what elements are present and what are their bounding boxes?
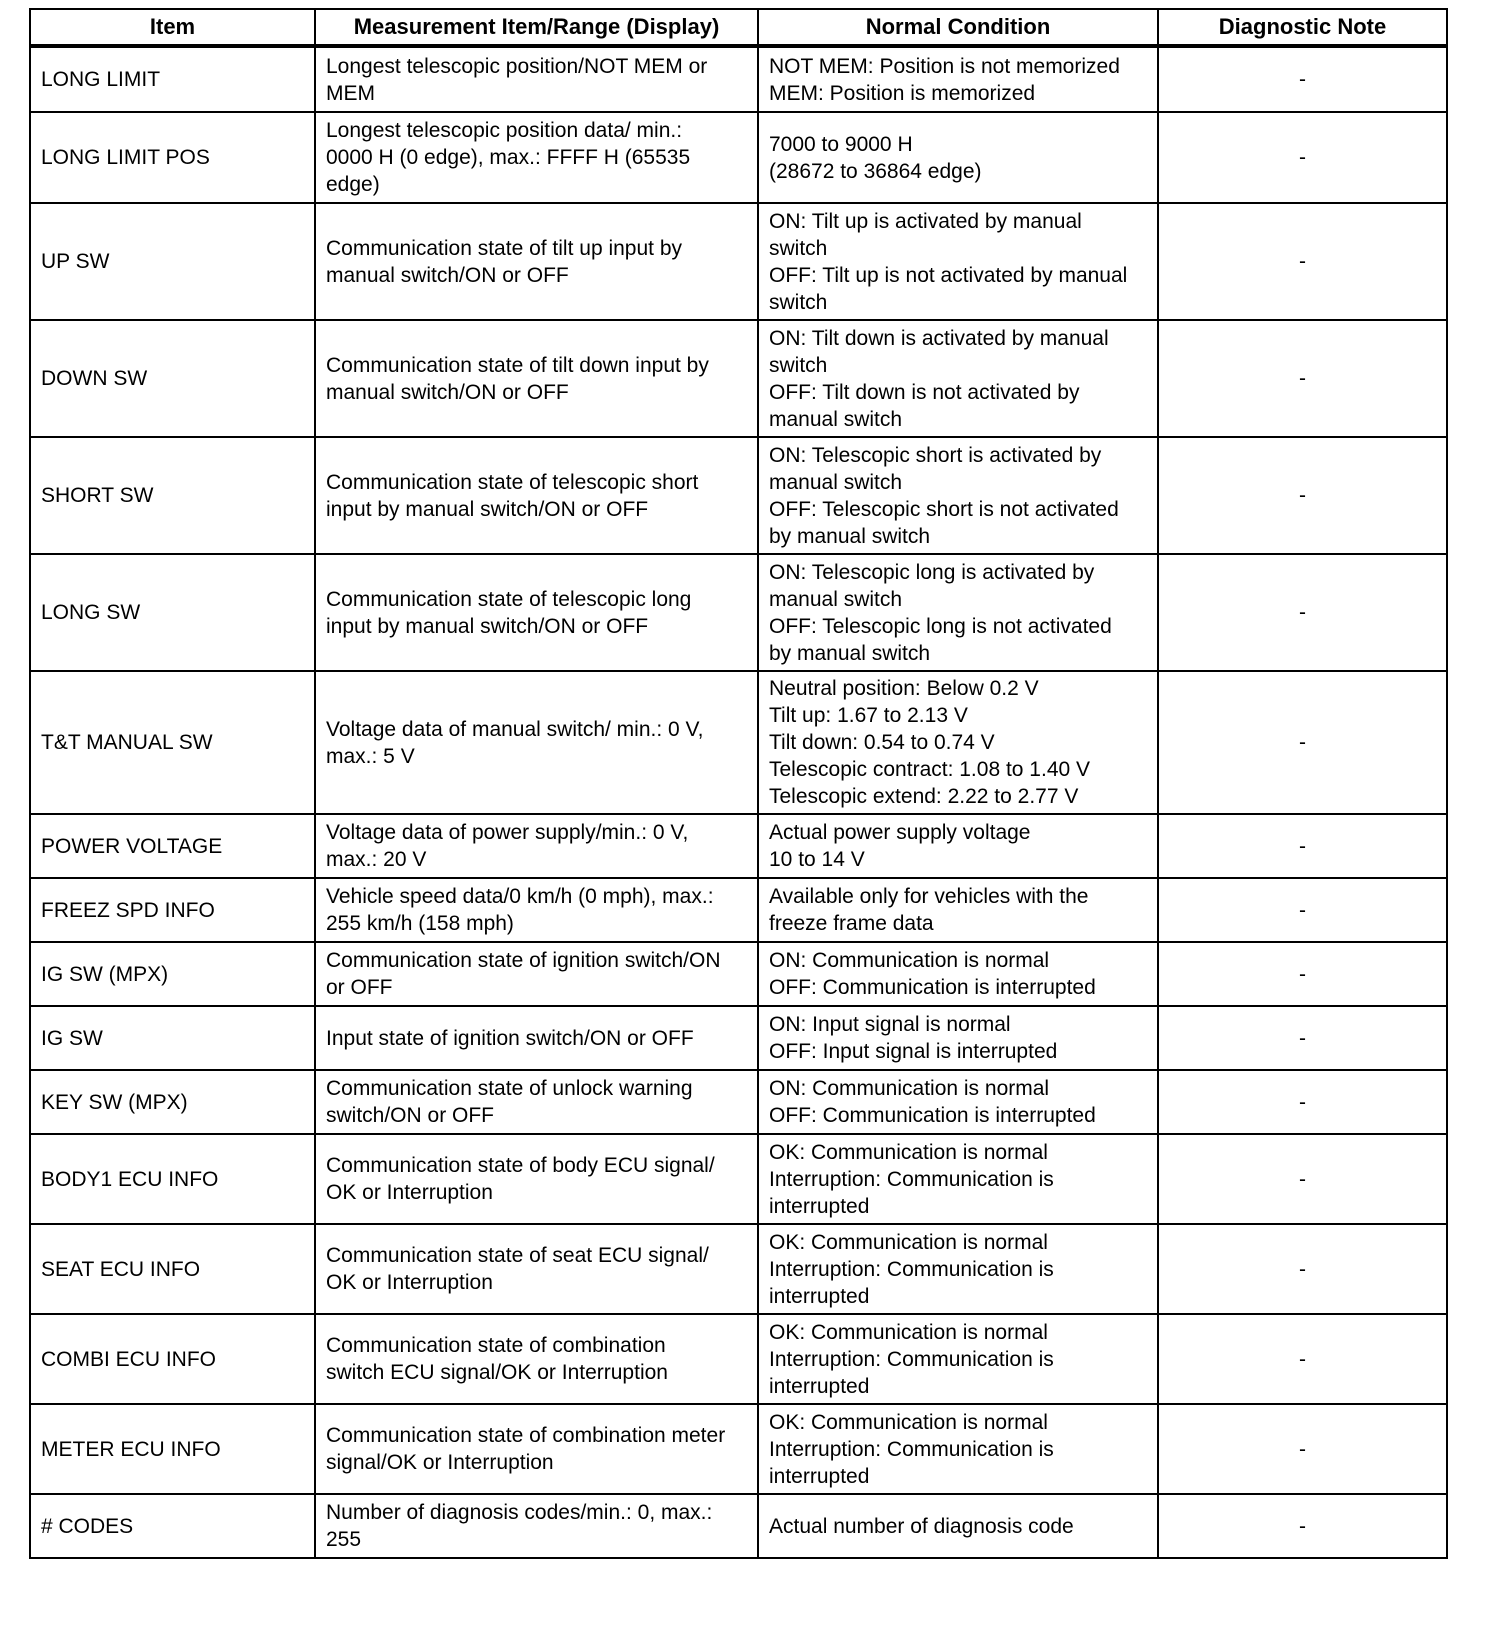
normal-condition-cell [758, 1224, 1158, 1314]
item-cell: T&T MANUAL SW [30, 671, 315, 814]
normal-condition-cell [758, 437, 1158, 554]
condition-line: Actual power supply voltage [769, 821, 1031, 844]
table-header [30, 9, 1447, 46]
measurement-range-cell [315, 1224, 758, 1314]
range-line: Communication state of seat ECU signal/ [326, 1244, 709, 1267]
condition-line: Actual number of diagnosis code [769, 1514, 1074, 1538]
table-row [30, 320, 1447, 437]
condition-line: 10 to 14 V [769, 848, 865, 871]
diagnostic-note-cell: - [1158, 1006, 1447, 1070]
condition-line: ON: Telescopic long is activated by [769, 560, 1095, 584]
normal-condition-cell [758, 554, 1158, 671]
condition-line: ON: Input signal is normal [769, 1013, 1011, 1036]
diagnostic-note-cell: - [1158, 1314, 1447, 1404]
diagnostic-note-cell: - [1158, 1070, 1447, 1134]
condition-line: OFF: Telescopic long is not activated [769, 614, 1112, 638]
range-line: MEM [326, 81, 375, 105]
measurement-range-cell [315, 1070, 758, 1134]
range-line: Communication state of telescopic long [326, 587, 692, 611]
normal-condition-cell [758, 878, 1158, 942]
table-row [30, 1070, 1447, 1134]
condition-line: 7000 to 9000 H [769, 132, 913, 156]
condition-line: OK: Communication is normal [769, 1320, 1048, 1344]
measurement-range-cell [315, 320, 758, 437]
header-measurement-range: Measurement Item/Range (Display) [315, 9, 758, 46]
item-cell: LONG LIMIT [30, 46, 315, 112]
diagnostic-note-cell: - [1158, 437, 1447, 554]
condition-line: Tilt down: 0.54 to 0.74 V [769, 731, 995, 754]
range-line: switch ECU signal/OK or Interruption [326, 1361, 668, 1384]
item-cell: # CODES [30, 1494, 315, 1558]
condition-line: manual switch [769, 470, 903, 494]
item-cell: BODY1 ECU INFO [30, 1134, 315, 1224]
item-cell: DOWN SW [30, 320, 315, 437]
range-line: Communication state of ignition switch/ON [326, 949, 721, 972]
condition-line: Interruption: Communication is [769, 1257, 1054, 1281]
range-line: max.: 20 V [326, 848, 427, 871]
item-cell: METER ECU INFO [30, 1404, 315, 1494]
diagnostic-note-cell: - [1158, 554, 1447, 671]
range-line: 255 km/h (158 mph) [326, 912, 514, 935]
measurement-range-cell [315, 437, 758, 554]
condition-line: NOT MEM: Position is not memorized [769, 54, 1120, 78]
range-line: 255 [326, 1528, 362, 1551]
condition-line: freeze frame data [769, 912, 934, 935]
header-row [30, 9, 1447, 46]
item-cell: POWER VOLTAGE [30, 814, 315, 878]
diagnostic-note-cell: - [1158, 203, 1447, 320]
item-cell: SHORT SW [30, 437, 315, 554]
normal-condition-cell [758, 1494, 1158, 1558]
normal-condition-cell [758, 1006, 1158, 1070]
item-cell: IG SW (MPX) [30, 942, 315, 1006]
measurement-range-cell [315, 1404, 758, 1494]
measurement-range-cell [315, 1494, 758, 1558]
normal-condition-cell [758, 320, 1158, 437]
table-row [30, 46, 1447, 112]
condition-line: Interruption: Communication is [769, 1167, 1054, 1191]
header-normal-condition: Normal Condition [758, 9, 1158, 46]
range-line: Communication state of combination [326, 1334, 666, 1357]
table-row [30, 671, 1447, 814]
header-item: Item [30, 9, 315, 46]
table-row [30, 1134, 1447, 1224]
data-list-table [29, 8, 1448, 1559]
table-body [30, 46, 1447, 1558]
range-line: manual switch/ON or OFF [326, 380, 569, 404]
normal-condition-cell [758, 1134, 1158, 1224]
measurement-range-cell [315, 878, 758, 942]
header-diagnostic-note: Diagnostic Note [1158, 9, 1447, 46]
table-row [30, 1314, 1447, 1404]
normal-condition-cell [758, 46, 1158, 112]
diagnostic-note-cell: - [1158, 1224, 1447, 1314]
table-row [30, 437, 1447, 554]
table-row [30, 814, 1447, 878]
normal-condition-cell [758, 1314, 1158, 1404]
condition-line: ON: Telescopic short is activated by [769, 443, 1102, 467]
measurement-range-cell [315, 1006, 758, 1070]
condition-line: interrupted [769, 1284, 870, 1308]
condition-line: Tilt up: 1.67 to 2.13 V [769, 704, 968, 727]
normal-condition-cell [758, 203, 1158, 320]
diagnostic-note-cell: - [1158, 1134, 1447, 1224]
condition-line: Interruption: Communication is [769, 1437, 1054, 1461]
diagnostic-note-cell: - [1158, 942, 1447, 1006]
diagnostic-note-cell: - [1158, 671, 1447, 814]
measurement-range-cell [315, 112, 758, 203]
range-line: Voltage data of power supply/min.: 0 V, [326, 821, 689, 844]
normal-condition-cell [758, 814, 1158, 878]
range-line: Communication state of telescopic short [326, 470, 699, 494]
table-row [30, 878, 1447, 942]
range-line: manual switch/ON or OFF [326, 263, 569, 287]
normal-condition-cell [758, 112, 1158, 203]
item-cell: IG SW [30, 1006, 315, 1070]
diagnostic-note-cell: - [1158, 814, 1447, 878]
condition-line: OFF: Tilt up is not activated by manual [769, 263, 1128, 287]
range-line: OK or Interruption [326, 1271, 493, 1294]
range-line: OK or Interruption [326, 1181, 493, 1204]
condition-line: by manual switch [769, 641, 931, 665]
condition-line: interrupted [769, 1464, 870, 1488]
range-line: or OFF [326, 976, 393, 999]
condition-line: OFF: Tilt down is not activated by [769, 380, 1080, 404]
measurement-range-cell [315, 814, 758, 878]
condition-line: OFF: Telescopic short is not activated [769, 497, 1119, 521]
table-row [30, 1224, 1447, 1314]
condition-line: (28672 to 36864 edge) [769, 159, 982, 183]
normal-condition-cell [758, 1404, 1158, 1494]
condition-line: manual switch [769, 407, 903, 431]
measurement-range-cell [315, 942, 758, 1006]
range-line: edge) [326, 173, 380, 196]
measurement-range-cell [315, 46, 758, 112]
item-cell: SEAT ECU INFO [30, 1224, 315, 1314]
condition-line: ON: Communication is normal [769, 1077, 1050, 1100]
diagnostic-note-cell: - [1158, 112, 1447, 203]
item-cell: UP SW [30, 203, 315, 320]
item-cell: KEY SW (MPX) [30, 1070, 315, 1134]
measurement-range-cell [315, 203, 758, 320]
measurement-range-cell [315, 671, 758, 814]
item-cell: LONG LIMIT POS [30, 112, 315, 203]
condition-line: by manual switch [769, 524, 931, 548]
condition-line: switch [769, 290, 828, 314]
table-row [30, 554, 1447, 671]
range-line: Longest telescopic position data/ min.: [326, 119, 683, 142]
range-line: signal/OK or Interruption [326, 1451, 554, 1474]
item-cell: LONG SW [30, 554, 315, 671]
condition-line: OK: Communication is normal [769, 1410, 1048, 1434]
condition-line: manual switch [769, 587, 903, 611]
range-line: Communication state of unlock warning [326, 1077, 693, 1100]
condition-line: switch [769, 236, 828, 260]
condition-line: OFF: Communication is interrupted [769, 976, 1096, 999]
range-line: Communication state of tilt down input by [326, 353, 709, 377]
table-row [30, 1404, 1447, 1494]
normal-condition-cell [758, 671, 1158, 814]
condition-line: Interruption: Communication is [769, 1347, 1054, 1371]
condition-line: Telescopic contract: 1.08 to 1.40 V [769, 758, 1091, 781]
condition-line: interrupted [769, 1374, 870, 1398]
range-line: Vehicle speed data/0 km/h (0 mph), max.: [326, 885, 714, 908]
item-cell: COMBI ECU INFO [30, 1314, 315, 1404]
range-line: Voltage data of manual switch/ min.: 0 V, [326, 717, 704, 741]
range-line: Communication state of body ECU signal/ [326, 1154, 715, 1177]
range-line: Input state of ignition switch/ON or OFF [326, 1026, 694, 1050]
condition-line: Neutral position: Below 0.2 V [769, 677, 1039, 700]
table-row [30, 203, 1447, 320]
measurement-range-cell [315, 554, 758, 671]
item-cell: FREEZ SPD INFO [30, 878, 315, 942]
condition-line: ON: Communication is normal [769, 949, 1050, 972]
range-line: max.: 5 V [326, 744, 415, 768]
diagnostic-note-cell: - [1158, 320, 1447, 437]
condition-line: Telescopic extend: 2.22 to 2.77 V [769, 785, 1079, 808]
measurement-range-cell [315, 1134, 758, 1224]
diagnostic-note-cell: - [1158, 1404, 1447, 1494]
range-line: switch/ON or OFF [326, 1104, 495, 1127]
measurement-range-cell [315, 1314, 758, 1404]
condition-line: OK: Communication is normal [769, 1230, 1048, 1254]
range-line: Longest telescopic position/NOT MEM or [326, 54, 708, 78]
normal-condition-cell [758, 942, 1158, 1006]
condition-line: ON: Tilt down is activated by manual [769, 326, 1109, 350]
diagnostic-note-cell: - [1158, 878, 1447, 942]
range-line: 0000 H (0 edge), max.: FFFF H (65535 [326, 146, 691, 169]
condition-line: Available only for vehicles with the [769, 885, 1089, 908]
table-row [30, 112, 1447, 203]
condition-line: interrupted [769, 1194, 870, 1218]
diagnostic-note-cell: - [1158, 46, 1447, 112]
range-line: Communication state of tilt up input by [326, 236, 683, 260]
range-line: input by manual switch/ON or OFF [326, 497, 649, 521]
range-line: Communication state of combination meter [326, 1424, 726, 1447]
condition-line: OFF: Communication is interrupted [769, 1104, 1096, 1127]
condition-line: switch [769, 353, 828, 377]
table-row [30, 942, 1447, 1006]
range-line: Number of diagnosis codes/min.: 0, max.: [326, 1501, 713, 1524]
table-row [30, 1494, 1447, 1558]
range-line: input by manual switch/ON or OFF [326, 614, 649, 638]
condition-line: ON: Tilt up is activated by manual [769, 209, 1082, 233]
condition-line: OFF: Input signal is interrupted [769, 1040, 1058, 1063]
diagnostic-note-cell: - [1158, 1494, 1447, 1558]
condition-line: OK: Communication is normal [769, 1140, 1048, 1164]
condition-line: MEM: Position is memorized [769, 81, 1036, 105]
normal-condition-cell [758, 1070, 1158, 1134]
table-row [30, 1006, 1447, 1070]
